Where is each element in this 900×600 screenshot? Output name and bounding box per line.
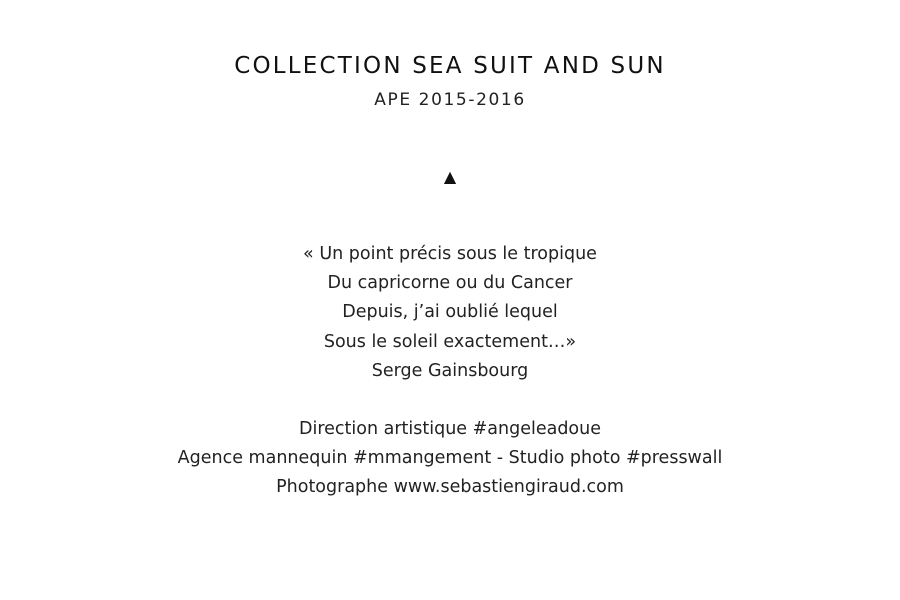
triangle-up-icon: ▲ [443,167,457,186]
credit-art-direction: Direction artistique #angeleadoue [298,419,601,439]
page-title: COLLECTION SEA SUIT AND SUN [234,53,666,79]
quote-block [0,240,900,386]
page-subtitle: APE 2015-2016 [374,90,526,110]
quote-line: Depuis, j’ai oublié lequel [342,302,558,323]
quote-line: Du capricorne ou du Cancer [327,273,573,294]
credit-agency-studio: Agence mannequin #mmangement - Studio photo #presswall [177,448,723,469]
credits-block [0,415,900,503]
quote-author: Serge Gainsbourg [371,360,529,381]
quote-line: « Un point précis sous le tropique [303,244,597,264]
credit-photographer: Photographe www.sebastiengiraud.com [276,477,624,498]
quote-line: Sous le soleil exactement…» [323,331,577,352]
